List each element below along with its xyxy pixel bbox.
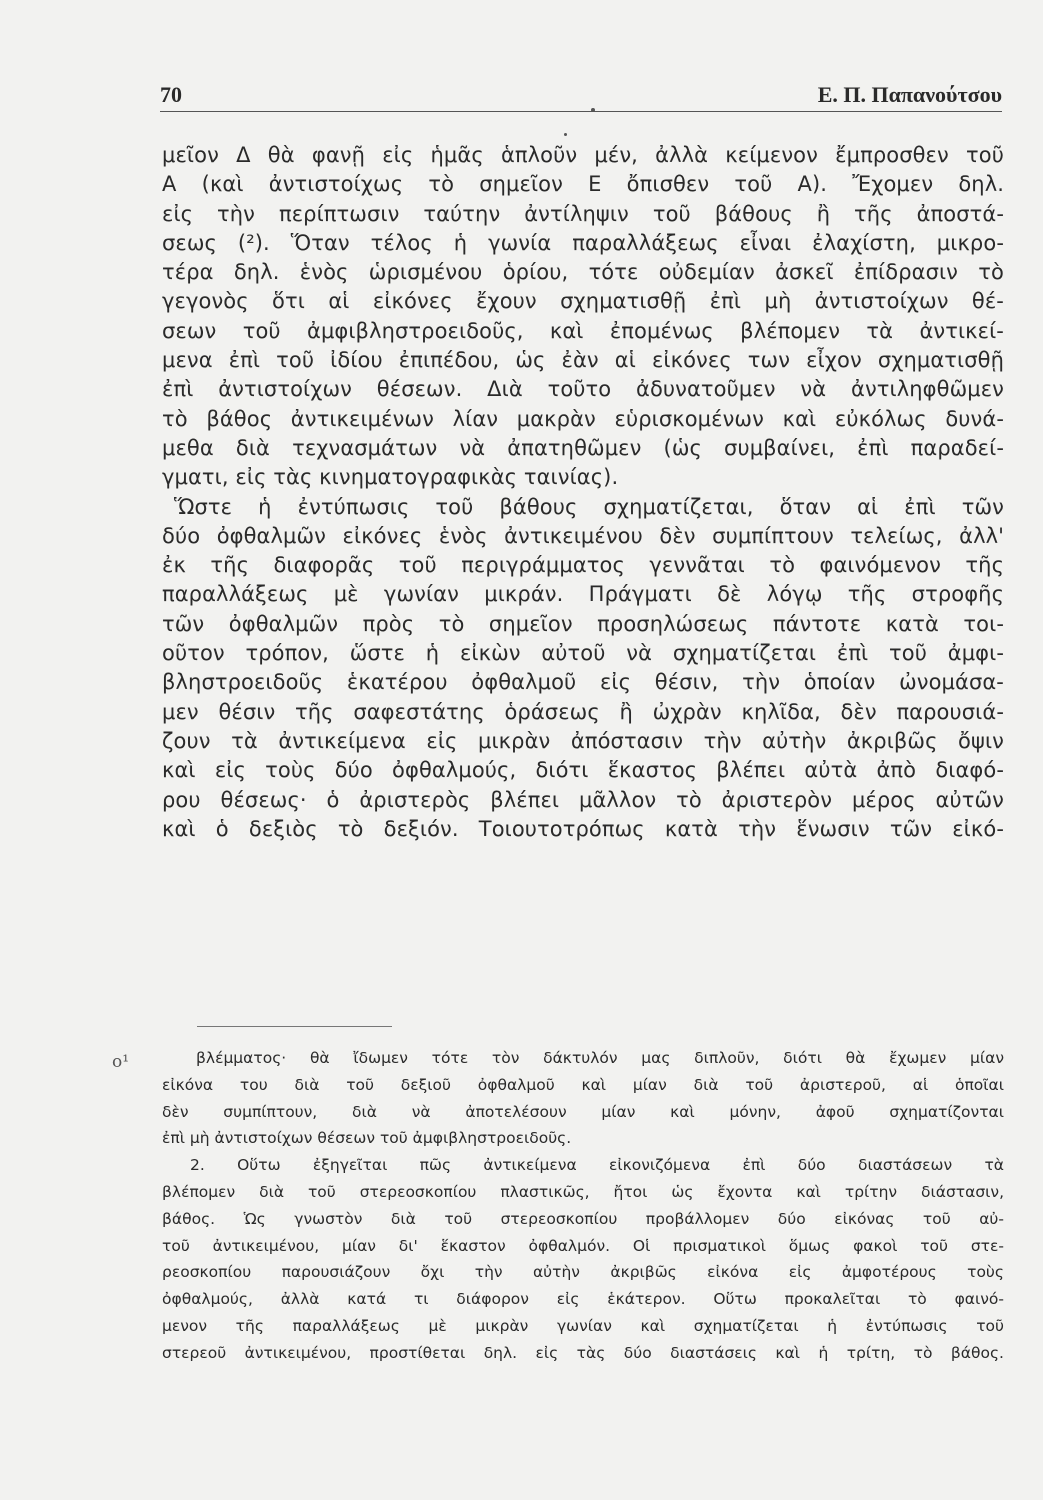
text-line: βληστροειδοῦς ἑκατέρου ὀφθαλμοῦ εἰς θέσιν, τὴν ὁποίαν ὠνομάσα- (162, 670, 1004, 695)
text-line: δύο ὀφθαλμῶν εἰκόνες ἑνὸς ἀντικειμένου δὲν συμπίπτουν τελείως, ἀλλ' (162, 523, 1004, 548)
footnote-line: βλέμματος· θὰ ἴδωμεν τότε τὸν δάκτυλόν μας διπλοῦν, διότι θὰ ἔχωμεν μίαν (196, 1049, 1004, 1067)
footnote-line: ἐπὶ μὴ ἀντιστοίχων θέσεων τοῦ ἀμφιβληστροειδοῦς. (162, 1129, 572, 1148)
text-line: ἐκ τῆς διαφορᾶς τοῦ περιγράμματος γεννᾶται τὸ φαινόμενον τῆς (162, 553, 1004, 578)
text-line: μεθα διὰ τεχνασμάτων νὰ ἀπατηθῶμεν (ὡς συμβαίνει, ἐπὶ παραδεί- (162, 435, 1004, 460)
text-line: μεῖον Δ θὰ φανῇ εἰς ἡμᾶς ἁπλοῦν μέν, ἀλλὰ κείμενον ἔμπροσθεν τοῦ (162, 143, 1004, 167)
page-header (160, 82, 1002, 112)
footnote-line: ρεοσκοπίου παρουσιάζουν ὄχι τὴν αὐτὴν ἀκριβῶς εἰκόνα εἰς ἀμφοτέρους τοὺς (162, 1263, 1004, 1282)
ink-speck (564, 133, 567, 136)
text-line: μενα ἐπὶ τοῦ ἰδίου ἐπιπέδου, ὡς ἐὰν αἱ εἰκόνες των εἶχον σχηματισθῇ (162, 348, 1004, 373)
margin-note: ο¹ (112, 1052, 130, 1072)
text-line: ρου θέσεως· ὁ ἀριστερὸς βλέπει μᾶλλον τὸ ἀριστερὸν μέρος αὐτῶν (162, 787, 1004, 812)
text-line: μεν θέσιν τῆς σαφεστάτης ὁράσεως ἢ ὠχρὰν κηλῖδα, δὲν παρουσιά- (162, 699, 1004, 724)
footnote-line: βάθος. Ὡς γνωστὸν διὰ τοῦ στερεοσκοπίου προβάλλομεν δύο εἰκόνας τοῦ αὐ- (162, 1209, 1004, 1228)
ink-speck (591, 108, 595, 112)
text-line: εἰς τὴν περίπτωσιν ταύτην ἀντίληψιν τοῦ βάθους ἢ τῆς ἀποστά- (162, 201, 1004, 226)
page-number: 70 (160, 82, 182, 107)
footnote-line: βλέπομεν διὰ τοῦ στερεοσκοπίου πλαστικῶς, ἤτοι ὡς ἔχοντα καὶ τρίτην διάστασιν, (162, 1182, 1004, 1201)
text-line: σεων τοῦ ἀμφιβληστροειδοῦς, καὶ ἐπομένως βλέπομεν τὰ ἀντικεί- (162, 318, 1004, 343)
text-line: τέρα δηλ. ἑνὸς ὡρισμένου ὁρίου, τότε οὐδεμίαν ἀσκεῖ ἐπίδρασιν τὸ (162, 260, 1004, 285)
text-line: οῦτον τρόπον, ὥστε ἡ εἰκὼν αὐτοῦ νὰ σχηματίζεται ἐπὶ τοῦ ἀμφι- (162, 641, 1004, 666)
main-text (162, 141, 1004, 844)
text-line: Α (καὶ ἀντιστοίχως τὸ σημεῖον Ε ὄπισθεν τοῦ Α). Ἔχομεν δηλ. (162, 172, 1004, 197)
text-line: παραλλάξεως μὲ γωνίαν μικράν. Πράγματι δὲ λόγῳ τῆς στροφῆς (162, 582, 1004, 607)
footnote-rule (197, 1026, 392, 1027)
text-line: τῶν ὀφθαλμῶν πρὸς τὸ σημεῖον προσηλώσεως πάντοτε κατὰ τοι- (162, 611, 1004, 636)
footnote-line: ὀφθαλμούς, ἀλλὰ κατά τι διάφορον εἰς ἑκάτερον. Οὕτω προκαλεῖται τὸ φαινό- (162, 1290, 1004, 1309)
text-line: Ὥστε ἡ ἐντύπωσις τοῦ βάθους σχηματίζεται, ὅταν αἱ ἐπὶ τῶν (174, 494, 1004, 519)
footnote-line: μενον τῆς παραλλάξεως μὲ μικρὰν γωνίαν καὶ σχηματίζεται ἡ ἐντύπωσις τοῦ (162, 1316, 1004, 1335)
footnote-line: εἰκόνα του διὰ τοῦ δεξιοῦ ὀφθαλμοῦ καὶ μίαν διὰ τοῦ ἀριστεροῦ, αἱ ὁποῖαι (162, 1075, 1004, 1094)
text-line: γματι, εἰς τὰς κινηματογραφικὰς ταινίας). (162, 465, 619, 490)
footnotes (162, 1045, 1004, 1367)
header-rule (160, 111, 1002, 112)
text-line: σεως (²). Ὅταν τέλος ἡ γωνία παραλλάξεως εἶναι ἐλαχίστη, μικρο- (162, 230, 1004, 255)
footnote-line: 2. Οὕτω ἐξηγεῖται πῶς ἀντικείμενα εἰκονιζόμενα ἐπὶ δύο διαστάσεων τὰ (190, 1156, 1004, 1175)
text-line: ζουν τὰ ἀντικείμενα εἰς μικρὰν ἀπόστασιν τὴν αὐτὴν ἀκριβῶς ὄψιν (162, 728, 1004, 753)
running-head: Ε. Π. Παπανούτσου (817, 82, 1002, 107)
text-line: τὸ βάθος ἀντικειμένων λίαν μακρὰν εὑρισκομένων καὶ εὐκόλως δυνά- (162, 406, 1004, 431)
text-line: ἐπὶ ἀντιστοίχων θέσεων. Διὰ τοῦτο ἀδυνατοῦμεν νὰ ἀντιληφθῶμεν (162, 377, 1004, 402)
footnote-line: τοῦ ἀντικειμένου, μίαν δι' ἕκαστον ὀφθαλμόν. Οἱ πρισματικοὶ ὅμως φακοὶ τοῦ στε- (162, 1236, 1004, 1255)
text-line: γεγονὸς ὅτι αἱ εἰκόνες ἔχουν σχηματισθῇ ἐπὶ μὴ ἀντιστοίχων θέ- (162, 289, 1004, 314)
text-line: καὶ ὁ δεξιὸς τὸ δεξιόν. Τοιουτοτρόπως κατὰ τὴν ἕνωσιν τῶν εἰκό- (162, 816, 1004, 841)
footnote-line: στερεοῦ ἀντικειμένου, προστίθεται δηλ. εἰς τὰς δύο διαστάσεις καὶ ἡ τρίτη, τὸ βάθος. (162, 1343, 1004, 1362)
text-line: καὶ εἰς τοὺς δύο ὀφθαλμούς, διότι ἕκαστος βλέπει αὐτὰ ἀπὸ διαφό- (162, 758, 1004, 783)
footnote-line: δὲν συμπίπτουν, διὰ νὰ ἀποτελέσουν μίαν καὶ μόνην, ἀφοῦ σχηματίζονται (162, 1102, 1004, 1121)
